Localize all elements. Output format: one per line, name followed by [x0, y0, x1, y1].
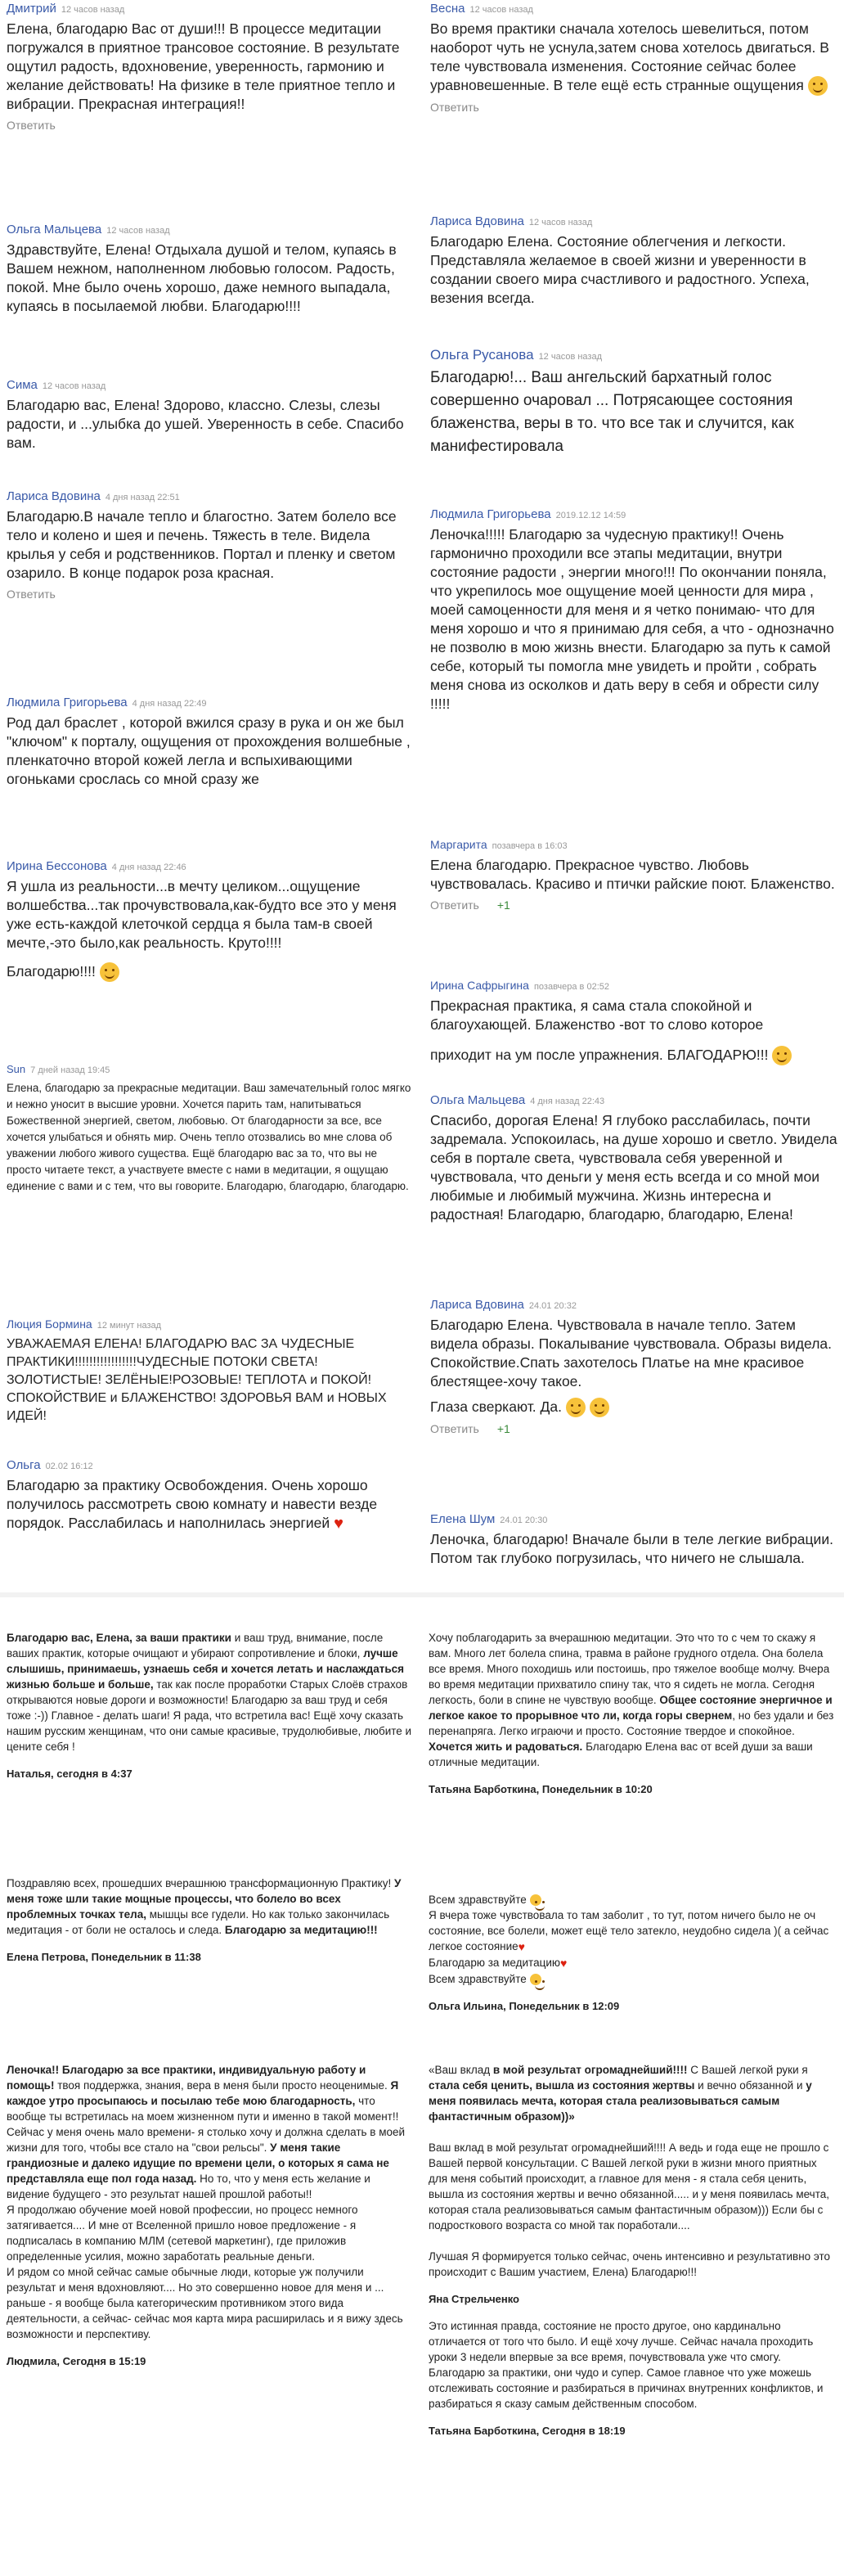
section-divider: [0, 1592, 844, 1597]
comment-author[interactable]: Елена Шум: [430, 1512, 496, 1526]
comment: [424, 1298, 844, 1442]
comment-time: 12 часов назад: [106, 226, 170, 236]
review-text: Всем здравствуйте Я вчера тоже чувствовала то там заболит , то тут, потом ничего было не оч состояние, все болели, может ещё тело затекло, неудобно сидела )( а сейчас легкое состояние♥ Благодарю за медитацию♥ Всем здравствуйте: [429, 1894, 829, 1985]
smile-emoji-icon: [566, 1398, 586, 1417]
review-author: Елена Петрова, Понедельник в 11:38: [7, 1951, 201, 1963]
comment-time: 4 дня назад 22:43: [530, 1097, 605, 1106]
comment-text: Благодарю!!!!: [7, 963, 96, 980]
comment-text: Прекрасная практика, я сама стала спокойной и благоухающей. Блаженство -вот то слово которое: [430, 998, 764, 1033]
comment-time: позавчера в 16:03: [492, 841, 568, 851]
comment-text: Елена, благодарю Вас от души!!! В процессе медитации погружался в приятное трансовое состояние. В результате ощутил радость, вдохновение, уверенность, гармонию и желание действовать! На физике в теле приятное тепло и вибрации. Прекрасная интеграция!!: [7, 20, 400, 112]
review-text: «Ваш вклад в мой результат огромаднейший!!!! С Вашей легкой руки я стала себя ценить, вышла из состояния жертвы и вечно обязанной и у меня появилась мечта, которая стала реализовываться самым фантастичным образом))» Ваш вклад в мой результат огромаднейший!!!! А ведь и года еще не прошло с Вашей первой консультации. С Вашей легкой руки в жизни много приятных для меня событий происходит, а главное для меня - я стала себя ценить, вышла из состояния жертвы и вечно обязанной..... и у меня появилась мечта, которая стала реализовываться самым фантастичным образом))) Если бы с подросткового возраста со мной так поработали.... Лучшая Я формируется только сейчас, очень интенсивно и результативно это происходит с Вашим участием, Елена) Благодарю!!!: [429, 2064, 831, 2278]
comment: [0, 1458, 420, 1538]
comment-time: 12 минут назад: [97, 1321, 162, 1331]
heart-icon: ♥: [334, 1514, 343, 1533]
review-author: Татьяна Барботкина, Понедельник в 10:20: [429, 1783, 653, 1795]
reply-link[interactable]: Ответить: [430, 898, 479, 912]
comment-text: Благодарю вас, Елена! Здорово, классно. Слезы, слезы радости, и ...улыбка до ушей. Уверенность в себе. Спасибо вам.: [7, 397, 404, 451]
comment: [424, 347, 844, 463]
comment-text: Глаза сверкают. Да.: [430, 1398, 562, 1415]
comment-time: 2019.12.12 14:59: [555, 511, 626, 520]
comment: [0, 378, 420, 457]
comment-time: 12 часов назад: [469, 5, 533, 15]
comment-text: приходит на ум после упражнения. БЛАГОДАРЮ!!!: [430, 1047, 769, 1063]
comment: [0, 696, 420, 794]
comment-author[interactable]: Людмила Григорьева: [430, 507, 551, 521]
comment-author[interactable]: Лариса Вдовина: [430, 1298, 524, 1312]
comment-author[interactable]: Лариса Вдовина: [430, 214, 524, 228]
comment: [424, 979, 844, 1070]
comment-author[interactable]: Дмитрий: [7, 2, 56, 16]
comment-time: 4 дня назад 22:49: [132, 699, 207, 709]
review-text: Благодарю вас, Елена, за ваши практики и ваш труд, внимание, после ваших практик, которые очищают и убирают сопротивление и блоки, лучше слышишь, принимаешь, узнаешь себя и хочется летать и наслаждаться жизнью больше и больше, так как после проработки Старых Слоёв страхов открываются новые дороги и возможности! Благодарю за ваш труд и себя тоже :-)) Главное - делать шаги! Я рада, что встретила вас! Ещё хочу сказать нашим русским женщинам, что они самые красивые, трудолюбивые, любите и цените себя !: [7, 1632, 412, 1753]
comment-time: 7 дней назад 19:45: [30, 1065, 110, 1075]
comment-text: Благодарю Елена. Чувствовала в начале тепло. Затем видела образы. Покалывание чувствовала. Образы видела. Спокойствие.Спать захотелось Платье на мне красивое блестящее-хочу такое.: [430, 1317, 833, 1389]
comment-author[interactable]: Ольга: [7, 1458, 41, 1472]
comment-time: 12 часов назад: [61, 5, 125, 15]
review-author: Ольга Ильина, Понедельник в 12:09: [429, 1999, 620, 2012]
comment: [424, 507, 844, 718]
comment-author[interactable]: Sun: [7, 1063, 26, 1075]
smile-emoji-icon: [100, 962, 119, 982]
comment-text: Елена, благодарю за прекрасные медитации. Ваш замечательный голос мягко и нежно уносит в высшие уровни. Хочется парить там, напитываться Божественной энергией, светом, любовью. От благодарности за все, все хочется улыбаться и обнять мир. Очень тепло отозвались во мне слова об уважении любого живого существа. Ещё благодарю вас за то, что вы не просто читаете текст, а участвуете вместе с нами в медитации, я ощущаю единение с вами и с тем, что вы говорите. Благодарю, благодарю, благодарю.: [7, 1082, 411, 1192]
reply-link[interactable]: Ответить: [7, 119, 56, 132]
review-card: [7, 1876, 412, 1965]
comment-author[interactable]: Лариса Вдовина: [7, 489, 101, 503]
comment-time: 4 дня назад 22:51: [105, 493, 180, 502]
review-card: [429, 1630, 837, 1797]
heart-icon: ♥: [518, 1939, 525, 1953]
heart-icon: ♥: [560, 1956, 568, 1970]
review-text: Поздравляю всех, прошедших вчерашнюю трансформационную Практику! У меня тоже шли такие мощные процессы, что болело во всех проблемных точках тела, мышцы все гудели. Но как только закончилась медитация - от боли не осталось и следа. Благодарю за медитацию!!!: [7, 1877, 402, 1936]
comment-time: 12 часов назад: [528, 218, 593, 227]
review-text: Хочу поблагодарить за вчерашнюю медитации. Это что то с чем то скажу я вам. Много лет болела спина, травма в районе грудного отдела. Она болела все время. Много походишь или постоишь, про тяжелое вообще молчу. Вчера во время медитации прихватило спину так, что я сидеть не могла. Сегодня легкость, боли в спине не чувствую вообще. Общее состояние энергичное и легкое какое то прорывное что ли, когда горы свернем, но без удали и без перенапряга. Легко играючи и просто. Состояние твердое и спокойное. Хочется жить и радоваться. Благодарю Елена вас от всей души за ваши отличные медитации.: [429, 1632, 834, 1768]
comment-author[interactable]: Маргарита: [430, 838, 487, 851]
reply-link[interactable]: Ответить: [430, 1422, 479, 1436]
comment: [424, 1512, 844, 1573]
review-text: Леночка!! Благодарю за все практики, индивидуальную работу и помощь! твоя поддержка, знания, вера в меня были просто неоценимые. Я каждое утро просыпаюсь и посылаю тебе мою благодарность, что вообще ты встретилась на моем жизненном пути и именно в такой момент!! Сейчас у меня очень мало времени- я столько хочу и должна сделать в моей жизни для того, чтобы все стало на "свои рельсы". У меня такие грандиозные и далеко идущие по времени цели, о которых я сама не представляла еще пол года назад. Но то, что у меня есть желание и видение будущего - это результат нашей прошлой работы!! Я продолжаю обучение моей новой профессии, но процесс немного затягивается.... И мне от Вселенной пришло новое предложение - я подписалась в компанию МЛМ (сетевой маркетинг), где приложив определенные усилия, можно заработать реальные деньги. И рядом со мной сейчас самые обычные люди, которые уж получили результат и меня вдохновляют.... Но это совершенно новое для меня и ... раньше - я вообще была категорическим противником этого вида деятельности, а сейчас- сейчас моя карта мира расширилась и я вижу здесь возможности и перспективу.: [7, 2064, 406, 2340]
comment: [0, 859, 420, 987]
likes-count[interactable]: +1: [496, 898, 510, 912]
comment-time: 02.02 16:12: [45, 1461, 93, 1471]
comment-text: Елена благодарю. Прекрасное чувство. Любовь чувствовалась. Красиво и птички райские поют. Блаженство.: [430, 857, 835, 892]
kiss-emoji-icon: [590, 1398, 609, 1417]
comment: [0, 489, 420, 607]
smile-emoji-icon: [772, 1046, 792, 1065]
review-card: [7, 2062, 412, 2369]
comment: [0, 1062, 420, 1200]
comment-text: Род дал браслет , которой вжился сразу в рука и он же был "ключом" к порталу, ощущения от прохождения волшебные , пленкаточно второй кожей легла и вспыхивающими огоньками срослась со мной сразу же: [7, 714, 411, 787]
comment: [424, 838, 844, 918]
comment-author[interactable]: Ирина Бессонова: [7, 859, 107, 873]
comment-author[interactable]: Весна: [430, 2, 465, 16]
comment: [0, 2, 420, 138]
review-author: Наталья, сегодня в 4:37: [7, 1768, 132, 1780]
comment-author[interactable]: Люция Бормина: [7, 1317, 92, 1331]
comment-text: Благодарю!... Ваш ангельский бархатный голос совершенно очаровал ... Потрясающее состояния блаженства, веры в то. что все так и случится, как манифестировала: [430, 369, 794, 455]
review-card: [429, 2062, 837, 2439]
comment-time: 24.01 20:30: [500, 1515, 548, 1525]
smile-emoji-icon: [530, 1894, 541, 1906]
comment-author[interactable]: Людмила Григорьева: [7, 696, 128, 709]
comment: [424, 2, 844, 120]
review-text: Это истинная правда, состояние не просто другое, оно кардинально отличается от того что было. И ещё хочу лучше. Сейчас начала проходить уроки 3 недели впервые за все время, почувствовала уже что смогу. Благодарю за практики, они чудо и супер. Самое главное что уже можешь отслеживать состояние и разбираться в причинах внутренних конфликтов, и разбираться я сказу самым действенным способом.: [429, 2320, 824, 2410]
review-card: [429, 1892, 837, 2014]
review-author: Татьяна Барботкина, Сегодня в 18:19: [429, 2425, 626, 2437]
review-author: Людмила, Сегодня в 15:19: [7, 2355, 146, 2367]
comment-author[interactable]: Ольга Мальцева: [7, 223, 102, 236]
reply-link[interactable]: Ответить: [7, 588, 56, 601]
comment-text: Леночка, благодарю! Вначале были в теле легкие вибрации. Потом так глубоко погрузилась, что ничего не слышала.: [430, 1531, 833, 1566]
comment: [424, 214, 844, 313]
comment-text: Я ушла из реальности...в мечту целиком...ощущение волшебства...так прочувствовала,как-будто все это у меня уже есть-каждой клеточкой сердца я была там-в своей мечте,-это было,как реальность. Круто!!!!: [7, 878, 397, 951]
comment-time: позавчера в 02:52: [533, 982, 609, 992]
comment-text: Здравствуйте, Елена! Отдыхала душой и телом, купаясь в Вашем нежном, наполненном любовью голосом. Радость, покой. Мне было очень хорошо, даже немного выпадала, купаясь в посылаемой любви. Благодарю!!!!: [7, 241, 397, 314]
comment-author[interactable]: Ольга Русанова: [430, 347, 534, 363]
comment-text: Во время практики сначала хотелось шевелиться, потом наоборот чуть не уснула,затем снова хотелось двигаться. В теле чувствовала изменения. Состояние сейчас более уравновешенные. В теле ещё есть странные ощущения: [430, 20, 837, 96]
review-author: Яна Стрельченко: [429, 2293, 519, 2305]
reply-link[interactable]: Ответить: [430, 101, 479, 115]
comment-text: УВАЖАЕМАЯ ЕЛЕНА! БЛАГОДАРЮ ВАС ЗА ЧУДЕСНЫЕ ПРАКТИКИ!!!!!!!!!!!!!!!!!ЧУДЕСНЫЕ ПОТОКИ СВЕТА! ЗОЛОТИСТЫЕ! ЗЕЛЁНЫЕ!РОЗОВЫЕ! ТЕПЛОТА и ПОКОЙ! СПОКОЙСТВИЕ и БЛАЖЕНСТВО! ЗДОРОВЬЯ ВАМ и НОВЫХ ИДЕЙ!: [7, 1337, 387, 1423]
smile-emoji-icon: [530, 1974, 541, 1985]
smile-emoji-icon: [808, 76, 828, 96]
comment-author[interactable]: Ольга Мальцева: [430, 1093, 526, 1107]
comment-author[interactable]: Сима: [7, 378, 38, 392]
comment-text: Благодарю за практику Освобождения. Очень хорошо получилось рассмотреть свою комнату и навести везде порядок. Расслабилась и наполнилась энергией ♥: [7, 1477, 378, 1533]
comment: [0, 223, 420, 321]
comment-time: 24.01 20:32: [528, 1301, 577, 1311]
comment-text: Благодарю.В начале тепло и благостно. Затем болело все тело и колено и шея и печень. Тяжесть в теле. Видела крылья у себя и родственников. Портал и пленку и светом озарило. В конце подарок роза красная.: [7, 508, 397, 581]
comment-time: 12 часов назад: [538, 352, 602, 362]
comment: [0, 1317, 420, 1430]
comment-text: Леночка!!!!! Благодарю за чудесную практику!! Очень гармонично проходили все этапы медитации, внутри состояние радости , энергии много!!! По окончании поняла, что укрепилось мое ощущение моей ценности для мира , моей самоценности для меня и я четко понимаю- что для меня хорошо и что я принимаю для себя, а что - однозначно не позволю в мою жизнь внести. Благодарю за путь к самой себе, который ты помогла мне увидеть и пройти , собрать меня снова из осколков и дать веру в себя и обрести силу !!!!!: [430, 526, 834, 712]
comment-time: 12 часов назад: [42, 381, 106, 391]
review-card: [7, 1630, 412, 1781]
comment-author[interactable]: Ирина Сафрыгина: [430, 979, 529, 992]
comment-text: Благодарю Елена. Состояние облегчения и легкости. Представляла желаемое в своей жизни и уверенности в создании своего мира счастливого и радостного. Успеха, везения всегда.: [430, 233, 810, 306]
comment-text: Спасибо, дорогая Елена! Я глубоко расслабилась, почти задремала. Успокоилась, на душе хорошо и светло. Увидела себя в портале света, чувствовала себя уверенной и чувствовала, что деньги у меня есть всегда и со мной мои любимые и любимый мужчина. Жизнь интересна и радостная! Благодарю, благодарю, благодарю, Елена!: [430, 1112, 837, 1223]
comment-time: 4 дня назад 22:46: [111, 862, 186, 872]
likes-count[interactable]: +1: [496, 1422, 510, 1436]
comment: [424, 1093, 844, 1229]
